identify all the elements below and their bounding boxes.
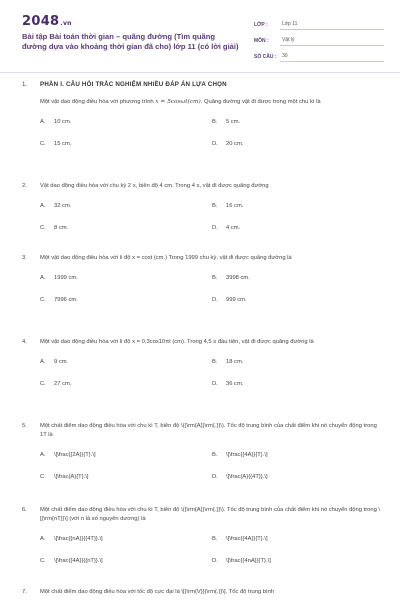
question-stem: [22, 98, 384, 107]
question-text: Một chất điểm dao động điều hòa với chu kì T, biên độ \({\rm{A}}\rm{.}}\). Tốc độ trung bình của chất điểm khi nó chuyển động trong \[{\rm{nT}}\] (với n là số nguyên dương) là: [40, 507, 381, 522]
question-text: Một chất điểm dao động điều hòa với tốc độ cực đại là \[{\rm{V}}{\rm{.}}\]. Tốc độ trung bình: [40, 589, 275, 595]
stem-formula: x = 5cosωt(cm): [155, 99, 201, 105]
option-row: [40, 267, 384, 289]
option-text: 1999 cm.: [54, 275, 78, 281]
option-label: D.: [212, 141, 218, 147]
option-text: 15 cm.: [54, 141, 72, 147]
option-label: A.: [40, 359, 46, 365]
option-label: C.: [40, 474, 46, 480]
option-a[interactable]: [40, 119, 212, 125]
question-stem: [22, 254, 384, 263]
option-b[interactable]: [212, 359, 384, 365]
meta-value: 30: [280, 53, 384, 62]
question-number: 2.: [22, 183, 27, 189]
question-stem: [22, 506, 384, 524]
option-a[interactable]: [40, 203, 212, 209]
option-d[interactable]: [212, 474, 384, 480]
answer-options: [40, 528, 384, 572]
option-text: \[\frac{A}{{4T}}.\]: [226, 474, 268, 480]
option-row: [40, 550, 384, 572]
answer-options: [40, 111, 384, 155]
site-logo[interactable]: [22, 14, 72, 29]
option-label: C.: [40, 381, 46, 387]
option-text: \[\frac{{2A}}{T}.\]: [54, 452, 96, 458]
question-text: Một chất điểm dao động điều hòa với chu kì T, biên độ \({\rm{A}}\rm{.}}\). Tốc độ trung bình của chất điểm khi nó chuyển động trong 1T là: [40, 423, 377, 438]
option-d[interactable]: [212, 225, 384, 231]
answer-options: [40, 351, 384, 395]
meta-row-grade: [254, 14, 384, 30]
option-d[interactable]: [212, 558, 384, 564]
question: [22, 98, 384, 155]
meta-label: LỚP :: [254, 22, 268, 28]
option-text: 7996 cm.: [54, 297, 78, 303]
meta-label: SỐ CÂU :: [254, 54, 277, 60]
option-text: 8 cm.: [54, 225, 69, 231]
question-stem: [22, 588, 384, 597]
logo-text: 2048: [22, 14, 60, 29]
option-label: C.: [40, 558, 46, 564]
option-text: 5 cm.: [226, 119, 241, 125]
option-c[interactable]: [40, 474, 212, 480]
option-text: 32 cm.: [54, 203, 72, 209]
answer-options: [40, 444, 384, 488]
question: [22, 254, 384, 311]
question: [22, 588, 384, 597]
option-b[interactable]: [212, 452, 384, 458]
meta-value: Lớp 11: [280, 21, 384, 30]
option-label: D.: [212, 297, 218, 303]
stem-part: . Quãng đường vật đi được trong một chu kì là: [200, 99, 321, 105]
option-label: B.: [212, 119, 218, 125]
option-row: [40, 351, 384, 373]
option-row: [40, 444, 384, 466]
option-row: [40, 111, 384, 133]
meta-label: MÔN :: [254, 38, 269, 44]
section-title: PHẦN I. CÂU HỎI TRẮC NGHIỆM NHIỀU ĐÁP ÁN LỰA CHỌN: [40, 81, 227, 88]
meta-row-subject: [254, 30, 384, 46]
option-label: D.: [212, 474, 218, 480]
option-label: A.: [40, 203, 46, 209]
meta-value: Vật lý: [280, 37, 384, 46]
question-number: 4.: [22, 339, 27, 345]
option-row: [40, 217, 384, 239]
option-a[interactable]: [40, 359, 212, 365]
option-label: D.: [212, 558, 218, 564]
option-c[interactable]: [40, 225, 212, 231]
option-b[interactable]: [212, 203, 384, 209]
option-text: 999 cm.: [226, 297, 247, 303]
option-label: A.: [40, 119, 46, 125]
option-c[interactable]: [40, 297, 212, 303]
option-text: 27 cm.: [54, 381, 72, 387]
option-d[interactable]: [212, 141, 384, 147]
option-text: \[\frac{{4nA}}{T}.\]: [226, 558, 271, 564]
option-text: 18 cm.: [226, 359, 244, 365]
section-number: 1.: [22, 81, 28, 88]
option-row: [40, 289, 384, 311]
option-text: 36 cm.: [226, 381, 244, 387]
option-text: 10 cm.: [54, 119, 72, 125]
question-text: Một vật dao động điều hòa với li độ x = 0,3cos10πt (cm). Trong 4,5 s đầu tiên, vật đi được quãng đường là: [40, 339, 314, 345]
option-row: [40, 466, 384, 488]
option-c[interactable]: [40, 381, 212, 387]
option-label: B.: [212, 452, 218, 458]
option-b[interactable]: [212, 119, 384, 125]
option-b[interactable]: [212, 275, 384, 281]
option-label: A.: [40, 536, 46, 542]
section-heading: [22, 80, 384, 89]
answer-options: [40, 267, 384, 311]
header-divider: [0, 72, 400, 73]
question-text: Một vật dao động điều hòa với li độ x = cost (cm.) Trong 1999 chu kỳ, vật đi được quãng đường là: [40, 255, 292, 261]
option-label: B.: [212, 275, 218, 281]
question-number: 7.: [22, 589, 27, 595]
document-title: Bài tập Bài toán thời gian – quãng đường (Tìm quãng đường dựa vào khoảng thời gian đã cho) lớp 11 (có lời giải): [22, 32, 239, 51]
option-text: \[\frac{{4A}}{T}.\]: [226, 536, 268, 542]
question-number: 6.: [22, 507, 27, 513]
option-row: [40, 133, 384, 155]
question: [22, 506, 384, 572]
option-text: 4 cm.: [226, 225, 241, 231]
question: [22, 182, 384, 239]
option-label: B.: [212, 536, 218, 542]
option-text: 20 cm.: [226, 141, 244, 147]
option-label: C.: [40, 141, 46, 147]
option-b[interactable]: [212, 536, 384, 542]
option-text: 16 cm.: [226, 203, 244, 209]
question-number: 3.: [22, 255, 27, 261]
option-d[interactable]: [212, 297, 384, 303]
meta-panel: [254, 14, 384, 62]
answer-options: [40, 195, 384, 239]
question: [22, 422, 384, 488]
question-stem: [22, 182, 384, 191]
option-label: B.: [212, 359, 218, 365]
option-text: \[\frac{A}{T}.\]: [54, 474, 89, 480]
option-text: \[\frac{{nA}}{{4T}}.\]: [54, 536, 103, 542]
option-a[interactable]: [40, 536, 212, 542]
option-text: 9 cm.: [54, 359, 69, 365]
option-a[interactable]: [40, 275, 212, 281]
question-stem: [22, 422, 384, 440]
option-label: B.: [212, 203, 218, 209]
meta-row-count: [254, 46, 384, 62]
question-text: Vật dao động điều hòa với chu kỳ 2 s, biên độ 4 cm. Trong 4 s, vật đi được quãng đường: [40, 183, 269, 189]
question-text: [40, 98, 384, 107]
question: [22, 338, 384, 395]
option-label: C.: [40, 297, 46, 303]
option-d[interactable]: [212, 381, 384, 387]
question-number: 5.: [22, 423, 27, 429]
document-body: [22, 78, 384, 595]
option-label: A.: [40, 275, 46, 281]
option-label: A.: [40, 452, 46, 458]
option-text: 3998 cm.: [226, 275, 250, 281]
option-text: \[\frac{{4A}}{T}.\]: [226, 452, 268, 458]
logo-suffix: .vn: [60, 20, 72, 27]
option-a[interactable]: [40, 452, 212, 458]
stem-part: Một vật dao động điều hòa với phương trình: [40, 99, 156, 105]
question-number: [22, 98, 40, 107]
option-label: C.: [40, 225, 46, 231]
option-c[interactable]: [40, 141, 212, 147]
question-stem: [22, 338, 384, 347]
option-label: D.: [212, 225, 218, 231]
document-header: [22, 14, 384, 64]
option-c[interactable]: [40, 558, 212, 564]
option-row: [40, 528, 384, 550]
option-label: D.: [212, 381, 218, 387]
option-row: [40, 373, 384, 395]
option-row: [40, 195, 384, 217]
option-text: \[\frac{{4A}}{{nT}}.\]: [54, 558, 103, 564]
